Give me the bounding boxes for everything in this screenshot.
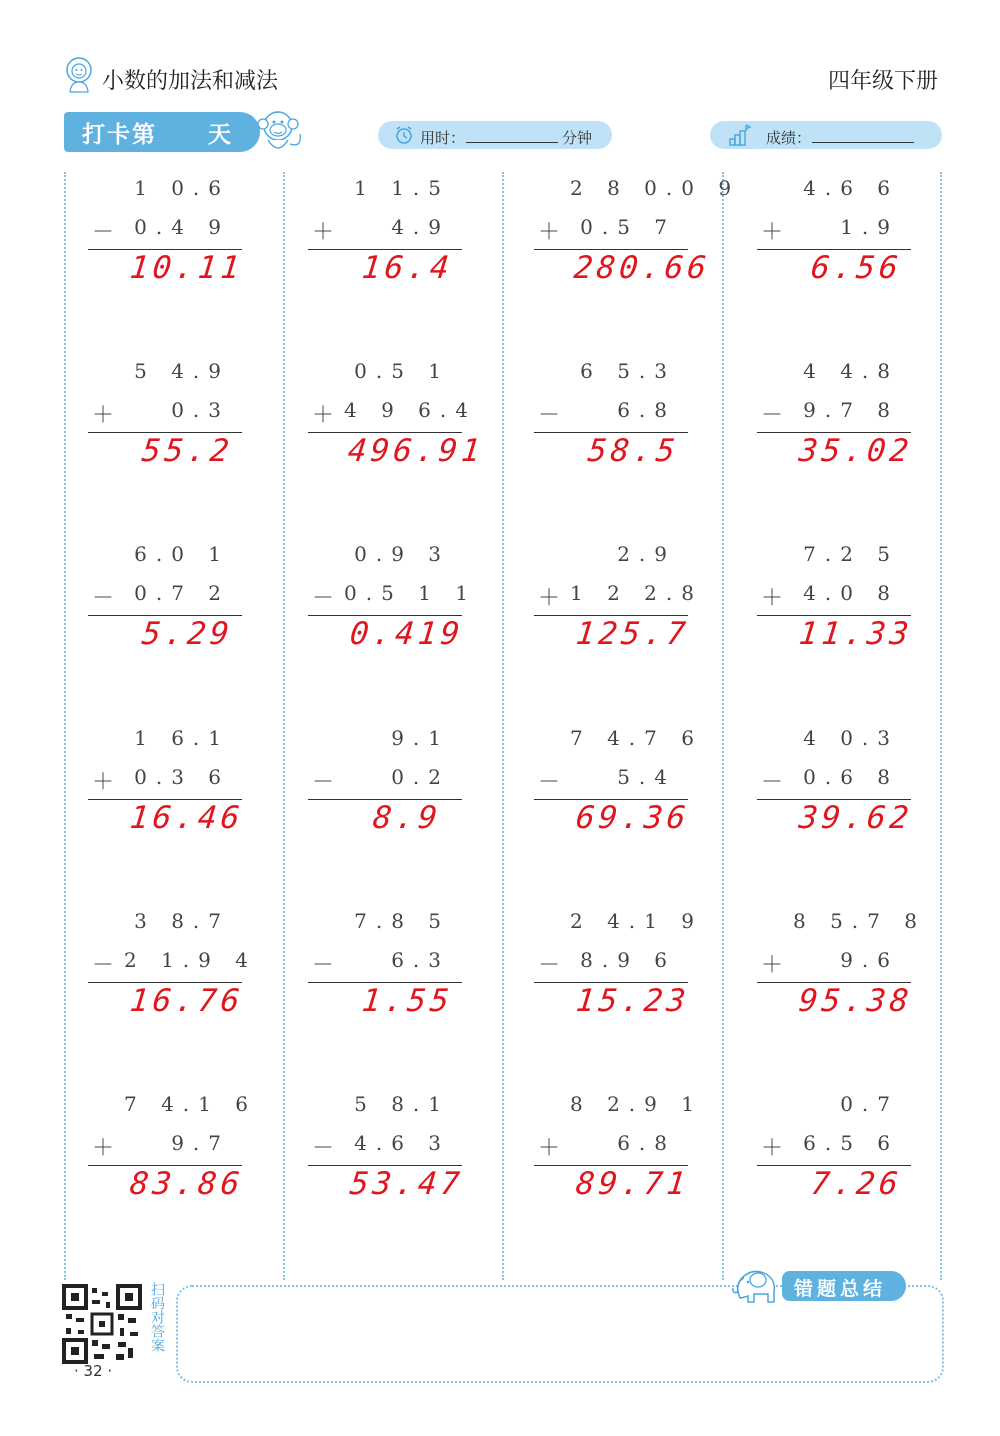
bottom-operand-row [534, 398, 754, 428]
top-operand-row [308, 542, 528, 572]
score-podium-icon [728, 123, 752, 147]
bottom-operand: 9.6 [840, 948, 899, 972]
handwritten-answer: 95.38 [797, 983, 915, 1019]
bottom-operand-row [757, 1131, 977, 1161]
operator-sign: ＋ [760, 220, 783, 245]
top-operand: 4 0.3 [803, 726, 899, 750]
top-operand-row [757, 176, 977, 206]
top-operand: 4.6 6 [803, 176, 899, 200]
handwritten-answer: 83.86 [128, 1166, 246, 1202]
operator-sign: － [760, 403, 783, 428]
bottom-operand: 4.6 3 [354, 1131, 450, 1155]
problem-4-6 [757, 1092, 977, 1275]
bottom-operand-row [308, 765, 528, 795]
handwritten-answer: 6.56 [808, 250, 904, 286]
bottom-operand: 2 1.9 4 [124, 948, 257, 972]
column-border-left [64, 172, 66, 1280]
bottom-operand-row [88, 948, 308, 978]
bottom-operand-row [534, 948, 754, 978]
bottom-operand-row [88, 581, 308, 611]
operator-sign: － [537, 770, 560, 795]
handwritten-answer: 16.4 [359, 250, 455, 286]
bottom-operand-row [534, 215, 754, 245]
problem-3-4 [534, 726, 754, 909]
handwritten-answer: 53.47 [348, 1166, 466, 1202]
bottom-operand-row [308, 948, 528, 978]
bottom-operand-row [308, 1131, 528, 1161]
bottom-operand: 6.5 6 [803, 1131, 899, 1155]
top-operand-row [308, 176, 528, 206]
operator-sign: ＋ [537, 220, 560, 245]
top-operand: 2 8 0.0 9 [570, 176, 741, 200]
handwritten-answer: 69.36 [574, 800, 692, 836]
handwritten-answer: 0.419 [348, 616, 466, 652]
page-number: · 32 · [74, 1362, 113, 1380]
bottom-operand: 0.3 6 [134, 765, 230, 789]
mistake-summary-label: 错题总结 [794, 1278, 887, 1300]
bottom-operand-row [757, 581, 977, 611]
bottom-operand: 5.4 [617, 765, 676, 789]
bottom-operand: 0.3 [171, 398, 230, 422]
operator-sign: － [537, 403, 560, 428]
bottom-operand-row [534, 765, 754, 795]
top-operand-row [88, 176, 308, 206]
top-operand-row [534, 1092, 754, 1122]
top-operand: 6.0 1 [134, 542, 230, 566]
handwritten-answer: 280.66 [572, 250, 712, 286]
operator-sign: － [311, 953, 334, 978]
problem-2-2 [308, 359, 528, 542]
top-operand: 4 4.8 [803, 359, 899, 383]
bottom-operand-row [534, 1131, 754, 1161]
problem-3-3 [534, 542, 754, 725]
bottom-operand: 6.8 [617, 398, 676, 422]
bottom-operand-row [534, 581, 754, 611]
checkin-suffix: 天 [208, 122, 231, 148]
top-operand-row [534, 542, 754, 572]
operator-sign: ＋ [311, 220, 334, 245]
operator-sign: ＋ [760, 953, 783, 978]
bottom-operand: 9.7 [171, 1131, 230, 1155]
top-operand-row [88, 1092, 308, 1122]
problem-2-5 [308, 909, 528, 1092]
handwritten-answer: 496.91 [346, 433, 486, 469]
bottom-operand-row [308, 398, 528, 428]
problem-4-3 [757, 542, 977, 725]
bottom-operand: 0.6 8 [803, 765, 899, 789]
bottom-operand: 0.7 2 [134, 581, 230, 605]
problem-4-1 [757, 176, 977, 359]
top-operand-row [757, 359, 977, 389]
handwritten-answer: 35.02 [797, 433, 915, 469]
operator-sign: － [91, 586, 114, 611]
top-operand: 2.9 [617, 542, 676, 566]
operator-sign: － [537, 953, 560, 978]
handwritten-answer: 125.7 [574, 616, 692, 652]
top-operand: 2 4.1 9 [570, 909, 703, 933]
bottom-operand: 4.9 [391, 215, 450, 239]
problem-1-4 [88, 726, 308, 909]
top-operand: 7 4.7 6 [570, 726, 703, 750]
bottom-operand-row [88, 765, 308, 795]
handwritten-answer: 5.29 [139, 616, 235, 652]
bottom-operand: 0.4 9 [134, 215, 230, 239]
bottom-operand-row [88, 215, 308, 245]
top-operand-row [88, 909, 308, 939]
problem-2-6 [308, 1092, 528, 1275]
operator-sign: ＋ [760, 1136, 783, 1161]
top-operand: 0.7 [840, 1092, 899, 1116]
bottom-operand-row [308, 215, 528, 245]
elephant-mascot-icon [730, 1262, 786, 1306]
problem-1-2 [88, 359, 308, 542]
problem-3-6 [534, 1092, 754, 1275]
top-operand: 6 5.3 [580, 359, 676, 383]
top-operand: 7 4.1 6 [124, 1092, 257, 1116]
top-operand-row [757, 909, 977, 939]
top-operand-row [757, 726, 977, 756]
problem-4-4 [757, 726, 977, 909]
operator-sign: － [311, 586, 334, 611]
grade-title: 四年级下册 [827, 69, 938, 94]
scan-for-answers-label: 扫码对答案 [149, 1282, 165, 1352]
time-label: 用时： [420, 129, 466, 147]
operator-sign: － [91, 953, 114, 978]
top-operand: 1 0.6 [134, 176, 230, 200]
bottom-operand: 8.9 6 [580, 948, 676, 972]
operator-sign: － [311, 1136, 334, 1161]
bottom-operand-row [88, 1131, 308, 1161]
handwritten-answer: 16.76 [128, 983, 246, 1019]
bottom-operand-row [308, 581, 528, 611]
operator-sign: － [760, 770, 783, 795]
top-operand: 0.5 1 [354, 359, 450, 383]
handwritten-answer: 16.46 [128, 800, 246, 836]
bottom-operand: 1 2 2.8 [570, 581, 703, 605]
problem-2-1 [308, 176, 528, 359]
top-operand-row [757, 542, 977, 572]
bottom-operand: 4 9 6.4 [344, 398, 477, 422]
bottom-operand-row [757, 398, 977, 428]
operator-sign: － [311, 770, 334, 795]
top-operand-row [88, 542, 308, 572]
operator-sign: ＋ [311, 403, 334, 428]
top-operand-row [88, 726, 308, 756]
problem-3-5 [534, 909, 754, 1092]
top-operand: 5 4.9 [134, 359, 230, 383]
bottom-operand: 0.2 [391, 765, 450, 789]
handwritten-answer: 11.33 [797, 616, 915, 652]
top-operand-row [308, 359, 528, 389]
operator-sign: － [91, 220, 114, 245]
operator-sign: ＋ [537, 1136, 560, 1161]
top-operand: 5 8.1 [354, 1092, 450, 1116]
handwritten-answer: 58.5 [585, 433, 681, 469]
bottom-operand: 6.3 [391, 948, 450, 972]
problem-1-6 [88, 1092, 308, 1275]
bottom-operand-row [757, 948, 977, 978]
operator-sign: ＋ [91, 1136, 114, 1161]
top-operand-row [308, 726, 528, 756]
top-operand-row [534, 359, 754, 389]
problem-2-4 [308, 726, 528, 909]
lion-mascot-icon [62, 56, 96, 94]
problem-3-1 [534, 176, 754, 359]
bottom-operand: 9.7 8 [803, 398, 899, 422]
handwritten-answer: 8.9 [371, 800, 443, 836]
top-operand: 7.2 5 [803, 542, 899, 566]
top-operand: 8 5.7 8 [793, 909, 926, 933]
bottom-operand: 0.5 1 1 [344, 581, 477, 605]
top-operand: 3 8.7 [134, 909, 230, 933]
handwritten-answer: 7.26 [808, 1166, 904, 1202]
top-operand: 1 1.5 [354, 176, 450, 200]
problem-1-1 [88, 176, 308, 359]
problem-2-3 [308, 542, 528, 725]
bottom-operand-row [88, 398, 308, 428]
top-operand: 7.8 5 [354, 909, 450, 933]
bottom-operand-row [757, 215, 977, 245]
score-label: 成绩： [766, 129, 812, 147]
bottom-operand: 1.9 [840, 215, 899, 239]
top-operand-row [757, 1092, 977, 1122]
top-operand: 1 6.1 [134, 726, 230, 750]
top-operand-row [88, 359, 308, 389]
alarm-clock-icon [394, 125, 414, 145]
score-blank[interactable] [812, 142, 914, 143]
top-operand: 0.9 3 [354, 542, 450, 566]
operator-sign: ＋ [91, 770, 114, 795]
top-operand-row [534, 909, 754, 939]
monkey-mascot-icon [252, 104, 308, 160]
top-operand: 8 2.9 1 [570, 1092, 703, 1116]
checkin-prefix: 打卡第 [82, 122, 157, 148]
top-operand-row [534, 176, 754, 206]
handwritten-answer: 15.23 [574, 983, 692, 1019]
handwritten-answer: 1.55 [359, 983, 455, 1019]
problem-4-2 [757, 359, 977, 542]
unit-title: 小数的加法和减法 [102, 69, 279, 94]
bottom-operand-row [757, 765, 977, 795]
operator-sign: ＋ [537, 586, 560, 611]
operator-sign: ＋ [760, 586, 783, 611]
bottom-operand: 4.0 8 [803, 581, 899, 605]
problem-4-5 [757, 909, 977, 1092]
qr-code-icon[interactable] [62, 1284, 142, 1364]
handwritten-answer: 55.2 [139, 433, 235, 469]
time-blank[interactable] [466, 142, 558, 143]
bottom-operand: 0.5 7 [580, 215, 676, 239]
problem-1-3 [88, 542, 308, 725]
top-operand-row [534, 726, 754, 756]
top-operand-row [308, 1092, 528, 1122]
top-operand-row [308, 909, 528, 939]
operator-sign: ＋ [91, 403, 114, 428]
handwritten-answer: 10.11 [128, 250, 246, 286]
handwritten-answer: 89.71 [574, 1166, 692, 1202]
time-unit: 分钟 [562, 129, 593, 147]
top-operand: 9.1 [391, 726, 450, 750]
problem-3-2 [534, 359, 754, 542]
bottom-operand: 6.8 [617, 1131, 676, 1155]
problem-1-5 [88, 909, 308, 1092]
handwritten-answer: 39.62 [797, 800, 915, 836]
